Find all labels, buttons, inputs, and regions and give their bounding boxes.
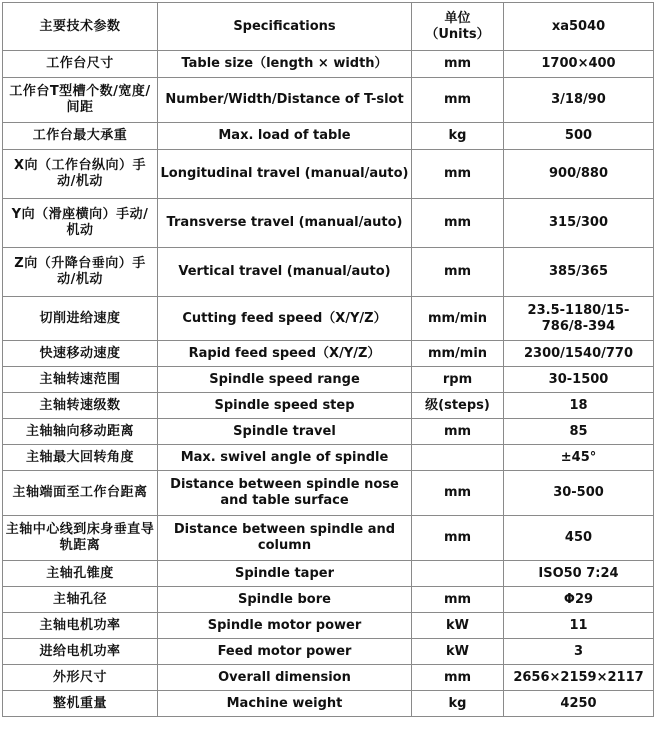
row-unit: mm [412,51,504,78]
row-label-cn: 主轴转速级数 [3,393,158,419]
table-row [3,419,654,445]
row-value: 2656×2159×2117 [504,665,654,691]
row-label-en: Distance between spindle nose and table surface [158,471,412,516]
row-value: 85 [504,419,654,445]
row-label-cn: 快速移动速度 [3,341,158,367]
row-label-en: Cutting feed speed（X/Y/Z） [158,297,412,341]
row-unit: mm/min [412,341,504,367]
header-param-cn: 主要技术参数 [3,3,158,51]
row-unit [412,561,504,587]
row-value: 30-500 [504,471,654,516]
row-value: 500 [504,123,654,150]
table-row [3,516,654,561]
row-label-cn: 外形尺寸 [3,665,158,691]
row-label-en: Overall dimension [158,665,412,691]
row-label-en: Spindle travel [158,419,412,445]
row-value: 1700×400 [504,51,654,78]
row-label-en: Longitudinal travel (manual/auto) [158,150,412,199]
row-value: 18 [504,393,654,419]
row-unit: mm [412,516,504,561]
row-label-cn: 工作台尺寸 [3,51,158,78]
row-label-cn: 主轴中心线到床身垂直导轨距离 [3,516,158,561]
table-row [3,78,654,123]
header-unit [412,3,504,51]
table-row [3,51,654,78]
header-model: xa5040 [504,3,654,51]
row-unit: mm [412,419,504,445]
header-param-en: Specifications [158,3,412,51]
table-row [3,367,654,393]
row-label-cn: 主轴转速范围 [3,367,158,393]
table-row [3,393,654,419]
table-row [3,639,654,665]
row-label-cn: 整机重量 [3,691,158,717]
row-label-en: Number/Width/Distance of T-slot [158,78,412,123]
row-label-cn: 主轴孔锥度 [3,561,158,587]
row-label-en: Spindle speed step [158,393,412,419]
row-unit: rpm [412,367,504,393]
row-unit: mm/min [412,297,504,341]
table-row [3,150,654,199]
row-label-cn: 工作台T型槽个数/宽度/间距 [3,78,158,123]
row-label-en: Distance between spindle and column [158,516,412,561]
table-row [3,665,654,691]
table-row [3,123,654,150]
row-label-en: Rapid feed speed（X/Y/Z） [158,341,412,367]
row-label-cn: X向（工作台纵向）手动/机动 [3,150,158,199]
row-label-en: Vertical travel (manual/auto) [158,248,412,297]
table-row [3,445,654,471]
row-unit: mm [412,150,504,199]
row-label-cn: 主轴最大回转角度 [3,445,158,471]
row-value: 23.5-1180/15-786/8-394 [504,297,654,341]
row-label-en: Transverse travel (manual/auto) [158,199,412,248]
header-unit-en: （Units） [425,26,490,42]
row-unit: mm [412,471,504,516]
row-unit: mm [412,665,504,691]
row-label-cn: Y向（滑座横向）手动/机动 [3,199,158,248]
row-label-en: Table size（length × width） [158,51,412,78]
row-label-en: Machine weight [158,691,412,717]
row-value: 900/880 [504,150,654,199]
table-row [3,691,654,717]
row-label-en: Feed motor power [158,639,412,665]
spec-table [2,2,654,717]
row-label-en: Spindle taper [158,561,412,587]
row-label-cn: 进给电机功率 [3,639,158,665]
row-unit: kg [412,123,504,150]
row-value: 315/300 [504,199,654,248]
table-row [3,341,654,367]
table-row [3,248,654,297]
row-label-en: Spindle speed range [158,367,412,393]
row-value: 30-1500 [504,367,654,393]
row-unit: mm [412,78,504,123]
row-unit [412,445,504,471]
row-value: ±45° [504,445,654,471]
row-value: 4250 [504,691,654,717]
row-value: 450 [504,516,654,561]
row-unit: mm [412,199,504,248]
table-row [3,297,654,341]
row-label-cn: 主轴轴向移动距离 [3,419,158,445]
row-value: 11 [504,613,654,639]
row-value: Φ29 [504,587,654,613]
row-label-cn: 主轴端面至工作台距离 [3,471,158,516]
row-unit: 级(steps) [412,393,504,419]
row-label-cn: Z向（升降台垂向）手动/机动 [3,248,158,297]
row-label-en: Spindle bore [158,587,412,613]
row-value: 2300/1540/770 [504,341,654,367]
row-value: 3/18/90 [504,78,654,123]
row-unit: mm [412,587,504,613]
row-value: ISO50 7:24 [504,561,654,587]
table-row [3,561,654,587]
row-value: 3 [504,639,654,665]
row-label-cn: 主轴孔径 [3,587,158,613]
row-unit: kg [412,691,504,717]
row-value: 385/365 [504,248,654,297]
row-unit: kW [412,639,504,665]
table-row [3,587,654,613]
row-label-cn: 工作台最大承重 [3,123,158,150]
row-unit: mm [412,248,504,297]
row-label-en: Max. swivel angle of spindle [158,445,412,471]
row-label-cn: 切削进给速度 [3,297,158,341]
header-unit-cn: 单位 [444,10,471,26]
table-row [3,613,654,639]
table-row [3,471,654,516]
header-row [3,3,654,51]
table-row [3,199,654,248]
row-label-en: Spindle motor power [158,613,412,639]
row-unit: kW [412,613,504,639]
row-label-cn: 主轴电机功率 [3,613,158,639]
row-label-en: Max. load of table [158,123,412,150]
